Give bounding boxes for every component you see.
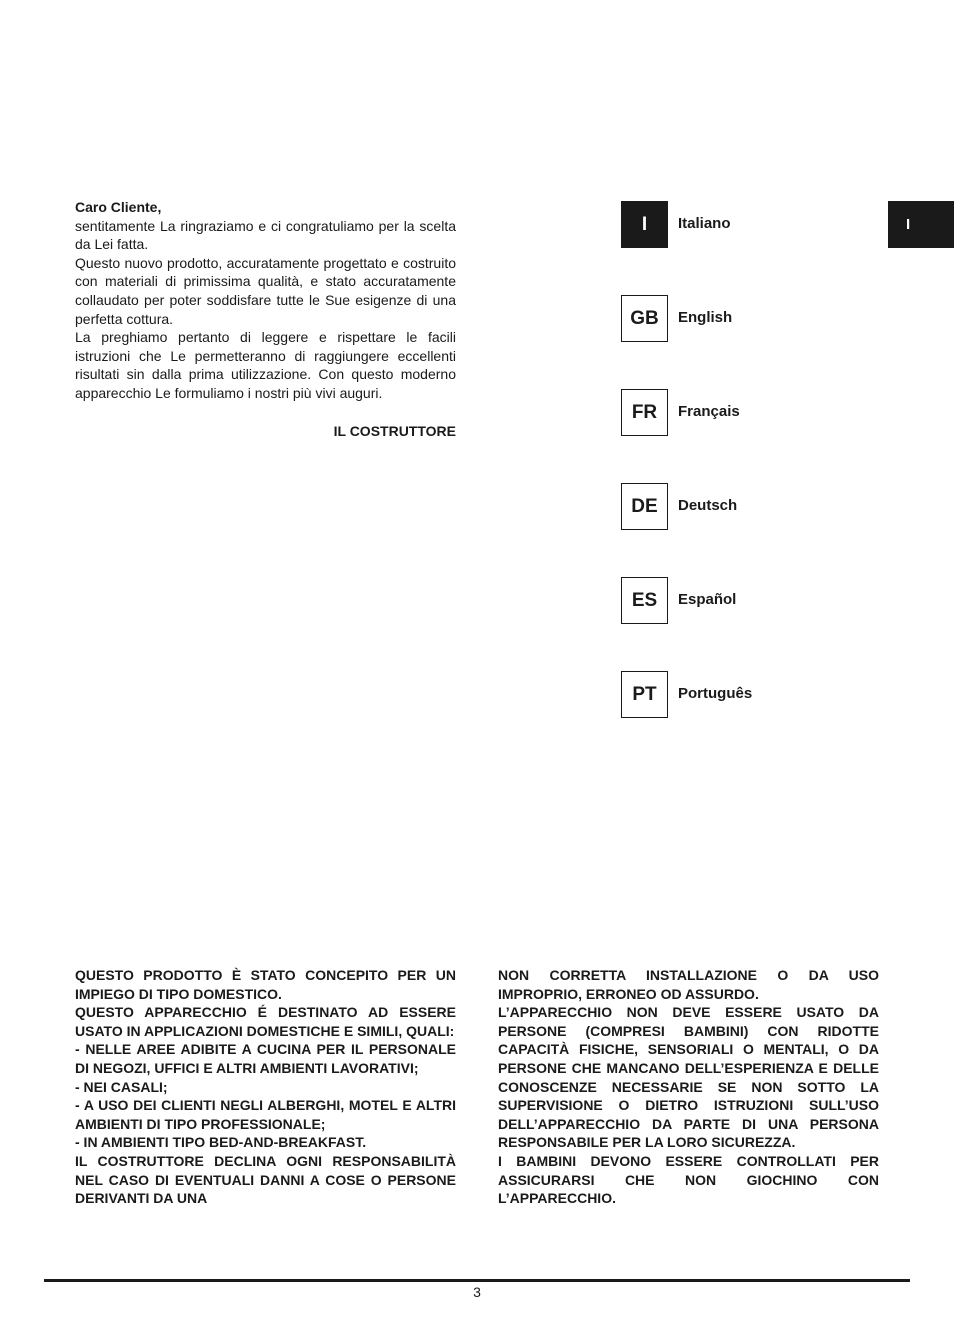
notice-paragraph: L’APPARECCHIO NON DEVE ESSERE USATO DA PERSONE (COMPRESI BAMBINI) CON RIDOTTE CAPACITÀ FISICHE, SENSORIALI O MENTALI, O DA PERSONE CHE MANCANO DELL’ESPERIENZA E DELLE CONOSCENZE NECESSARIE SE NON SOTTO LA SUPERVISIONE O DIETRO ISTRUZIONI SULL’USO DELL’APPARECCHIO DA PARTE DI UNA PERSONA RESPONSABILE PER LA LORO SICUREZZA.: [498, 1004, 879, 1151]
language-item-espanol[interactable]: [621, 577, 736, 624]
intro-paragraph: sentitamente La ringraziamo e ci congratuliamo per la scelta da Lei fatta.: [75, 217, 456, 253]
language-name: Español: [678, 591, 737, 608]
language-code-badge: I: [621, 201, 668, 248]
language-code-badge: DE: [621, 483, 668, 530]
notice-paragraph: - NEI CASALI;: [75, 1078, 168, 1095]
section-edge-tab[interactable]: I: [888, 201, 954, 248]
notice-paragraph: QUESTO PRODOTTO È STATO CONCEPITO PER UN IMPIEGO DI TIPO DOMESTICO.: [75, 967, 456, 1002]
notice-paragraph: I BAMBINI DEVONO ESSERE CONTROLLATI PER ASSICURARSI CHE NON GIOCHINO CON L’APPARECCHIO.: [498, 1152, 879, 1207]
page-number: 3: [473, 1284, 481, 1300]
language-item-english[interactable]: [621, 295, 732, 342]
language-name: Français: [678, 403, 740, 420]
language-name: English: [678, 309, 733, 326]
intro-paragraph: La preghiamo pertanto di leggere e rispettare le facili istruzioni che Le permetteranno di raggiungere eccellenti risultati sin dalla prima utilizzazione. Con questo moderno apparecchio Le formuliamo i nostri più vivi auguri.: [75, 329, 456, 401]
safety-notice-right: [498, 966, 879, 1208]
language-code-badge: GB: [621, 295, 668, 342]
language-name: Deutsch: [678, 497, 738, 514]
greeting: Caro Cliente,: [75, 199, 162, 215]
intro-letter: [75, 198, 456, 440]
safety-notice-left: [75, 966, 456, 1208]
intro-paragraph: Questo nuovo prodotto, accuratamente progettato e costruito con materiali di primissima qualità, e stato accuratamente collaudato per poter soddisfare tutte le Sue esigenze di una perfetta cottura.: [75, 254, 456, 327]
notice-paragraph: - IN AMBIENTI TIPO BED-AND-BREAKFAST.: [75, 1134, 367, 1151]
language-item-italiano[interactable]: [621, 201, 731, 248]
language-code-badge: FR: [621, 389, 668, 436]
notice-paragraph: - A USO DEI CLIENTI NEGLI ALBERGHI, MOTEL E ALTRI AMBIENTI DI TIPO PROFESSIONALE;: [75, 1097, 456, 1132]
footer-divider: [44, 1279, 910, 1282]
language-name: Português: [678, 685, 753, 702]
notice-paragraph: - NELLE AREE ADIBITE A CUCINA PER IL PERSONALE DI NEGOZI, UFFICI E ALTRI AMBIENTI LAVORATIVI;: [75, 1041, 456, 1076]
signature: IL COSTRUTTORE: [333, 422, 456, 439]
language-item-francais[interactable]: [621, 389, 740, 436]
language-name: Italiano: [678, 215, 731, 232]
language-item-portugues[interactable]: [621, 671, 752, 718]
notice-paragraph: IL COSTRUTTORE DECLINA OGNI RESPONSABILITÀ NEL CASO DI EVENTUALI DANNI A COSE O PERSONE DERIVANTI DA UNA: [75, 1152, 456, 1207]
language-code-badge: ES: [621, 577, 668, 624]
language-item-deutsch[interactable]: [621, 483, 737, 530]
language-code-badge: PT: [621, 671, 668, 718]
notice-paragraph: NON CORRETTA INSTALLAZIONE O DA USO IMPROPRIO, ERRONEO OD ASSURDO.: [498, 967, 879, 1002]
notice-paragraph: QUESTO APPARECCHIO É DESTINATO AD ESSERE USATO IN APPLICAZIONI DOMESTICHE E SIMILI, QUALI:: [75, 1004, 456, 1039]
